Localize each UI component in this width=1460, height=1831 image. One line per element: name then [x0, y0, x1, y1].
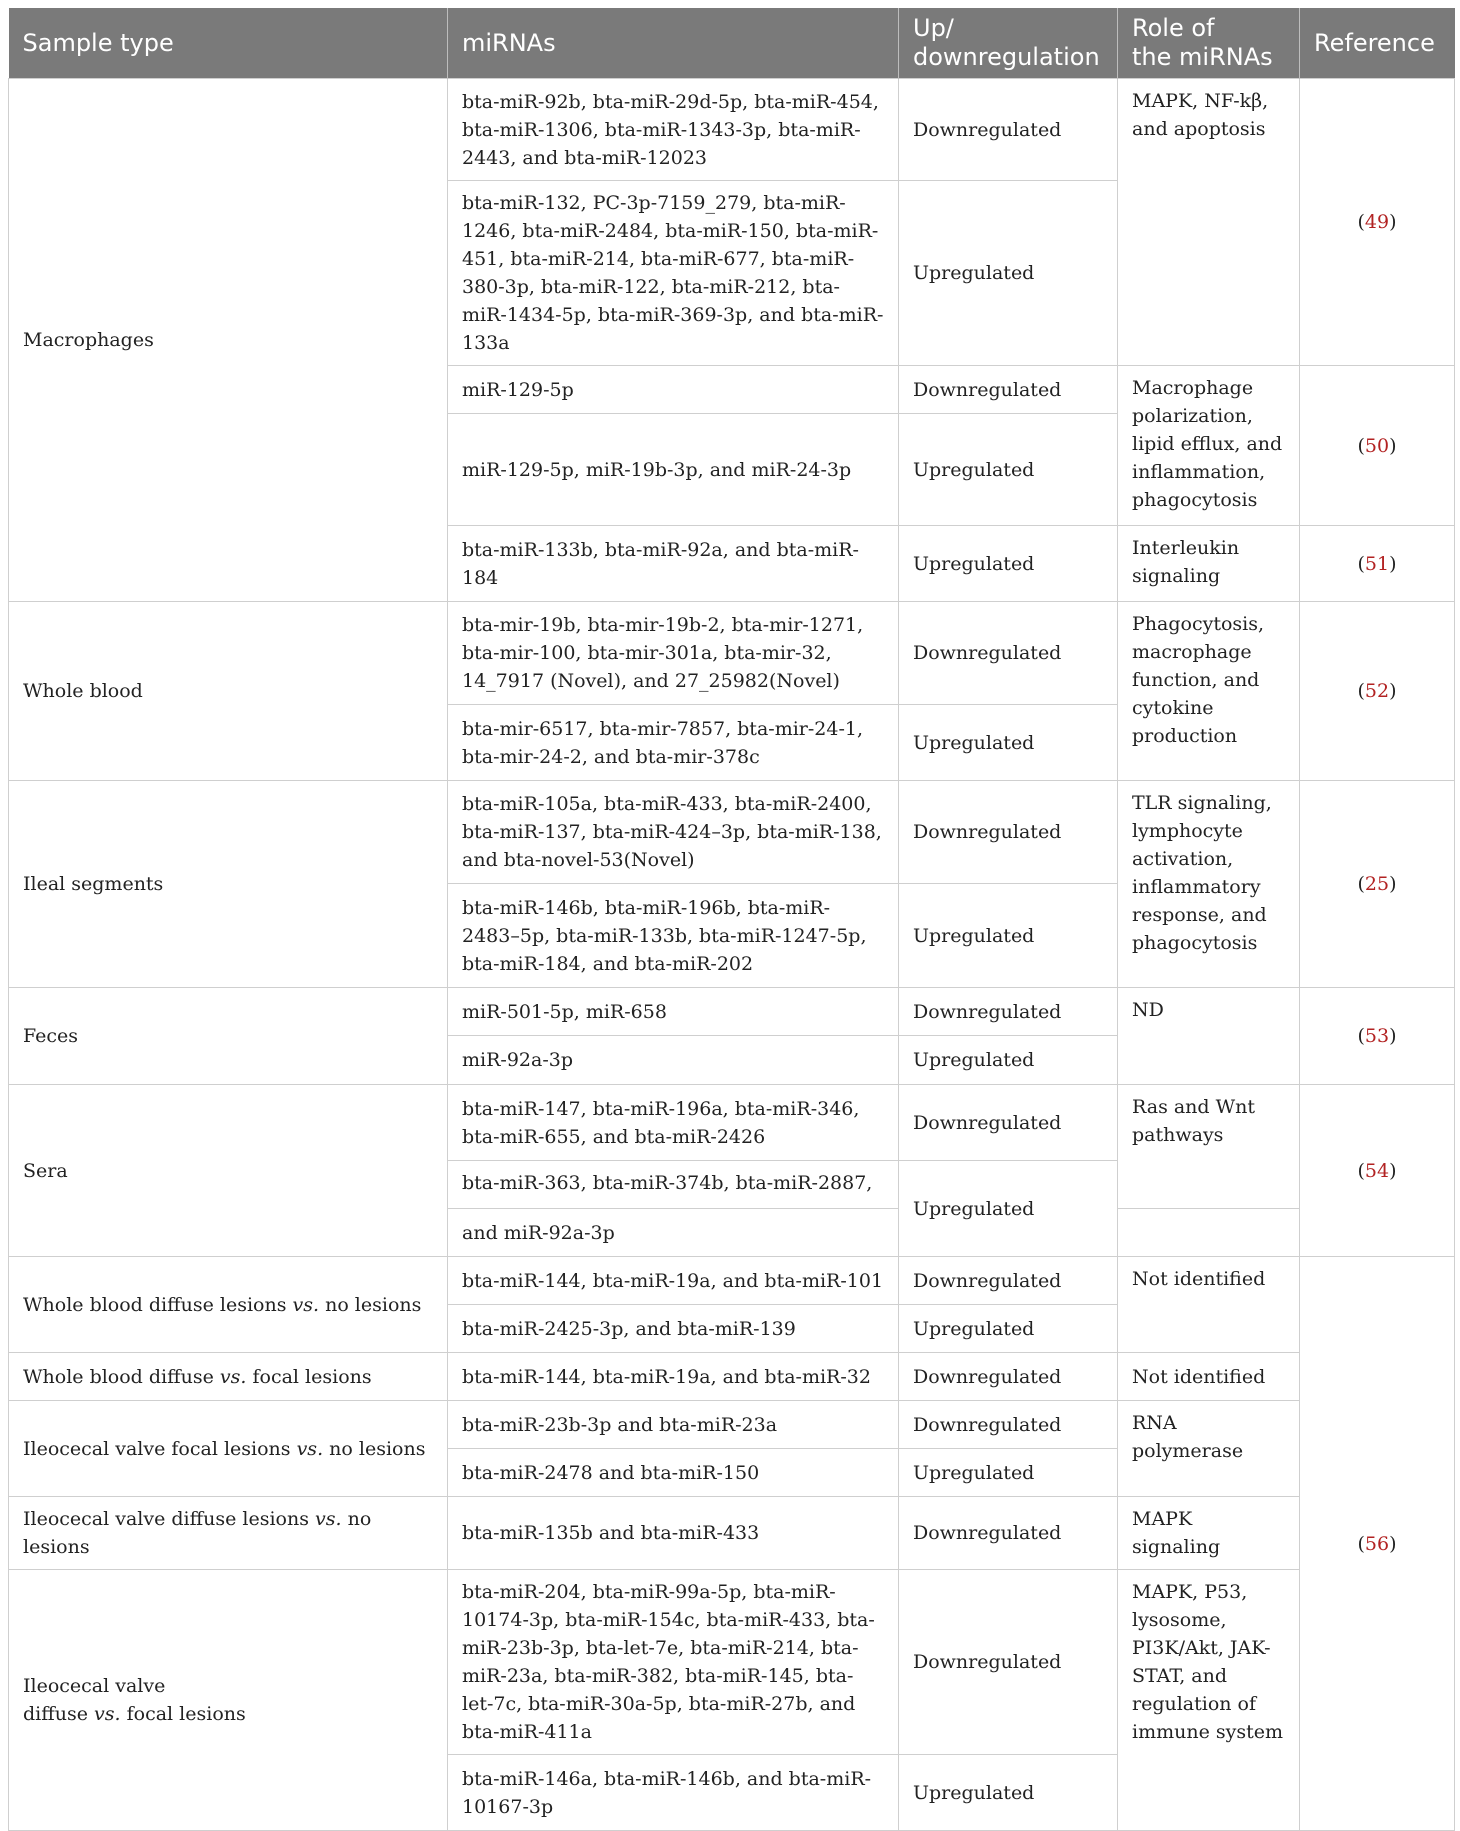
sample-type-part: Ileocecal valve	[23, 1675, 166, 1697]
regulation-cell: Upregulated	[899, 705, 1118, 781]
sample-type-cell	[9, 1497, 448, 1570]
mirna-cell: bta-mir-6517, bta-mir-7857, bta-mir-24-1, bta-mir-24-2, and bta-mir-378c	[448, 705, 899, 781]
reference-cell: (25)	[1300, 781, 1455, 988]
regulation-cell: Downregulated	[899, 1085, 1118, 1161]
mirna-cell: bta-miR-204, bta-miR-99a-5p, bta-miR-10174-3p, bta-miR-154c, bta-miR-433, bta-miR-23b-3p, bta-let-7e, bta-miR-214, bta-miR-23a, bta-miR-382, bta-miR-145, bta-let-7c, bta-miR-30a-5p, bta-miR-27b, and bta-miR-411a	[448, 1570, 899, 1755]
sample-type-part: Ileocecal valve diffuse lesions	[23, 1508, 309, 1530]
role-cell: Ras and Wnt pathways	[1118, 1085, 1300, 1209]
mirna-cell: bta-miR-2478 and bta-miR-150	[448, 1449, 899, 1497]
role-cell: Phagocytosis, macrophage function, and cytokine production	[1118, 602, 1300, 781]
role-cell: Macrophage polarization, lipid efflux, and inflammation, phagocytosis	[1118, 366, 1300, 526]
regulation-cell: Upregulated	[899, 1305, 1118, 1353]
table-row	[9, 988, 1455, 1036]
vs-label: vs.	[219, 1365, 247, 1388]
regulation-cell: Downregulated	[899, 79, 1118, 181]
regulation-cell: Downregulated	[899, 366, 1118, 414]
role-cell: Not identified	[1118, 1353, 1300, 1401]
reference-link[interactable]: 52	[1364, 680, 1390, 702]
mirna-cell: bta-miR-147, bta-miR-196a, bta-miR-346, bta-miR-655, and bta-miR-2426	[448, 1085, 899, 1161]
reference-link[interactable]: 54	[1364, 1159, 1390, 1182]
mirna-cell: bta-miR-92b, bta-miR-29d-5p, bta-miR-454, bta-miR-1306, bta-miR-1343-3p, bta-miR-2443, and bta-miR-12023	[448, 79, 899, 181]
sample-type-cell	[9, 1353, 448, 1401]
header-regulation-line2: downregulation	[913, 43, 1100, 71]
role-cell: ND	[1118, 988, 1300, 1085]
table-row	[9, 781, 1455, 884]
regulation-cell: Upregulated	[899, 181, 1118, 366]
reference-cell: (54)	[1300, 1085, 1455, 1257]
regulation-cell: Upregulated	[899, 526, 1118, 602]
sample-type-part: no lesions	[329, 1437, 426, 1460]
header-mirnas: miRNAs	[448, 8, 899, 79]
regulation-cell: Downregulated	[899, 1497, 1118, 1570]
mirna-cell: miR-129-5p, miR-19b-3p, and miR-24-3p	[448, 414, 899, 526]
mirna-cell: bta-miR-363, bta-miR-374b, bta-miR-2887,	[448, 1161, 899, 1209]
vs-label: vs.	[296, 1437, 324, 1460]
mirna-cell: bta-miR-2425-3p, and bta-miR-139	[448, 1305, 899, 1353]
sample-type-part: focal lesions	[126, 1703, 246, 1725]
regulation-cell: Upregulated	[899, 1449, 1118, 1497]
reference-link[interactable]: 50	[1364, 434, 1390, 457]
mirna-cell: bta-miR-133b, bta-miR-92a, and bta-miR-184	[448, 526, 899, 602]
table-row	[9, 79, 1455, 181]
table-row	[9, 1353, 1455, 1401]
sample-type-cell	[9, 1570, 448, 1831]
table-row	[9, 1570, 1455, 1755]
reference-link[interactable]: 25	[1364, 873, 1390, 895]
header-role-line2: the miRNAs	[1132, 43, 1273, 71]
role-cell: MAPK, NF-kβ, and apoptosis	[1118, 79, 1300, 366]
reference-link[interactable]: 53	[1364, 1025, 1390, 1047]
role-cell: TLR signaling, lymphocyte activation, inflammatory response, and phagocytosis	[1118, 781, 1300, 988]
reference-cell: (49)	[1300, 79, 1455, 366]
mirna-cell: bta-miR-23b-3p and bta-miR-23a	[448, 1401, 899, 1449]
header-regulation	[899, 8, 1118, 79]
regulation-cell: Upregulated	[899, 1755, 1118, 1831]
reference-cell: (53)	[1300, 988, 1455, 1085]
table-row	[9, 602, 1455, 705]
mirna-cell: bta-miR-132, PC-3p-7159_279, bta-miR-1246, bta-miR-2484, bta-miR-150, bta-miR-451, bta-miR-214, bta-miR-677, bta-miR-380-3p, bta-miR-122, bta-miR-212, bta-miR-1434-5p, bta-miR-369-3p, and bta-miR-133a	[448, 181, 899, 366]
header-row	[9, 8, 1455, 79]
regulation-cell: Upregulated	[899, 884, 1118, 988]
regulation-cell: Upregulated	[899, 414, 1118, 526]
regulation-cell: Downregulated	[899, 1257, 1118, 1305]
mirna-cell: and miR-92a-3p	[448, 1209, 899, 1257]
mirna-cell: bta-miR-144, bta-miR-19a, and bta-miR-101	[448, 1257, 899, 1305]
mirna-cell: bta-mir-19b, bta-mir-19b-2, bta-mir-1271, bta-mir-100, bta-mir-301a, bta-mir-32, 14_7917 (Novel), and 27_25982(Novel)	[448, 602, 899, 705]
header-role	[1118, 8, 1300, 79]
role-cell: Interleukin signaling	[1118, 526, 1300, 602]
table-row	[9, 1257, 1455, 1305]
sample-type-part: no lesions	[23, 1508, 372, 1558]
mirna-table	[8, 8, 1455, 1831]
regulation-cell: Downregulated	[899, 1401, 1118, 1449]
role-cell: Not identified	[1118, 1257, 1300, 1353]
reference-cell: (50)	[1300, 366, 1455, 526]
reference-cell: (51)	[1300, 526, 1455, 602]
table-row	[9, 1497, 1455, 1570]
role-cell: MAPK, P53, lysosome, PI3K/Akt, JAK-STAT, and regulation of immune system	[1118, 1570, 1300, 1831]
table-row	[9, 1085, 1455, 1161]
role-cell-empty	[1118, 1209, 1300, 1257]
vs-label: vs.	[94, 1703, 121, 1725]
vs-label: vs.	[315, 1508, 342, 1530]
header-reference: Reference	[1300, 8, 1455, 79]
reference-cell: (56)	[1300, 1257, 1455, 1831]
sample-type-part: diffuse	[23, 1703, 88, 1725]
sample-type-part: Whole blood diffuse lesions	[23, 1293, 287, 1316]
sample-type-part: Ileocecal valve focal lesions	[23, 1437, 291, 1460]
mirna-cell: miR-129-5p	[448, 366, 899, 414]
regulation-cell: Downregulated	[899, 1570, 1118, 1755]
mirna-cell: miR-92a-3p	[448, 1036, 899, 1085]
mirna-cell: bta-miR-135b and bta-miR-433	[448, 1497, 899, 1570]
reference-link[interactable]: 51	[1364, 552, 1390, 575]
table-row	[9, 1401, 1455, 1449]
header-regulation-line1: Up/	[913, 14, 954, 42]
header-sample-type: Sample type	[9, 8, 448, 79]
sample-type-part: no lesions	[325, 1293, 422, 1316]
mirna-cell: bta-miR-146b, bta-miR-196b, bta-miR-2483–5p, bta-miR-133b, bta-miR-1247-5p, bta-miR-184, and bta-miR-202	[448, 884, 899, 988]
regulation-cell: Downregulated	[899, 1353, 1118, 1401]
regulation-cell: Downregulated	[899, 988, 1118, 1036]
regulation-cell: Upregulated	[899, 1161, 1118, 1257]
mirna-cell: bta-miR-105a, bta-miR-433, bta-miR-2400, bta-miR-137, bta-miR-424–3p, bta-miR-138, and bta-novel-53(Novel)	[448, 781, 899, 884]
sample-type-part: Whole blood diffuse	[23, 1365, 214, 1388]
sample-type-cell: Ileal segments	[9, 781, 448, 988]
reference-cell: (52)	[1300, 602, 1455, 781]
sample-type-cell: Feces	[9, 988, 448, 1085]
sample-type-cell: Whole blood	[9, 602, 448, 781]
regulation-cell: Upregulated	[899, 1036, 1118, 1085]
sample-type-cell: Sera	[9, 1085, 448, 1257]
sample-type-cell	[9, 1257, 448, 1353]
sample-type-cell	[9, 1401, 448, 1497]
reference-link[interactable]: 56	[1364, 1532, 1390, 1555]
regulation-cell: Downregulated	[899, 602, 1118, 705]
role-cell: MAPK signaling	[1118, 1497, 1300, 1570]
mirna-cell: miR-501-5p, miR-658	[448, 988, 899, 1036]
reference-link[interactable]: 49	[1364, 211, 1390, 233]
mirna-cell: bta-miR-144, bta-miR-19a, and bta-miR-32	[448, 1353, 899, 1401]
regulation-cell: Downregulated	[899, 781, 1118, 884]
sample-type-part: focal lesions	[252, 1365, 372, 1388]
sample-type-cell: Macrophages	[9, 79, 448, 602]
role-cell: RNA polymerase	[1118, 1401, 1300, 1497]
header-role-line1: Role of	[1132, 14, 1215, 42]
mirna-cell: bta-miR-146a, bta-miR-146b, and bta-miR-10167-3p	[448, 1755, 899, 1831]
vs-label: vs.	[292, 1293, 320, 1316]
